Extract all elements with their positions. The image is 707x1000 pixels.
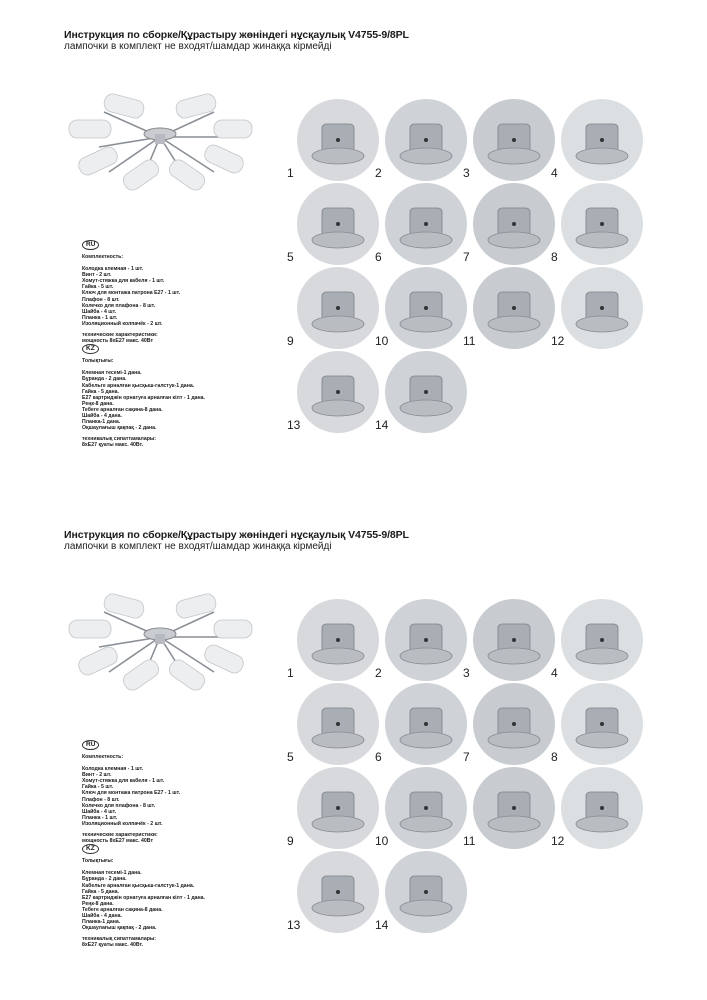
assembly-step-13 <box>287 350 380 434</box>
list-item: Тебеге арналған сақина-8 дана. <box>82 406 163 413</box>
ru-spec-heading: технические характеристики: <box>82 332 158 339</box>
step-photo <box>472 266 556 350</box>
list-item: Колечко для плафона - 8 шт. <box>82 802 156 809</box>
list-item: Кабельге арналған қысқыш-галстук-1 дана. <box>82 882 195 889</box>
step-number: 12 <box>551 334 565 348</box>
list-item: Изоляционный колпачёк - 2 шт. <box>82 820 163 827</box>
step-number: 8 <box>551 750 558 764</box>
step-photo <box>296 850 380 934</box>
list-item: Кабельге арналған қысқыш-галстук-1 дана. <box>82 382 195 389</box>
step-number: 14 <box>375 918 389 932</box>
assembly-step-14 <box>375 350 468 434</box>
step-photo <box>296 598 380 682</box>
step-photo <box>384 682 468 766</box>
chandelier-photo <box>64 92 256 202</box>
step-number: 8 <box>551 250 558 264</box>
list-item: Колечко для плафона - 8 шт. <box>82 302 156 309</box>
ru-spec-value: мощность 8хЕ27 макс. 40Вт <box>82 338 153 345</box>
step-photo <box>296 766 380 850</box>
list-item: Планка-1 дана. <box>82 419 121 426</box>
step-photo <box>472 598 556 682</box>
list-item: Бұранда - 2 дана. <box>82 376 127 383</box>
step-photo <box>560 98 644 182</box>
step-number: 1 <box>287 666 294 680</box>
ru-heading: Комплектность: <box>82 254 124 260</box>
step-number: 3 <box>463 166 470 180</box>
assembly-step-14 <box>375 850 468 934</box>
step-number: 6 <box>375 750 382 764</box>
list-item: Оқшаулағыш қақпақ - 2 дана. <box>82 925 157 932</box>
assembly-step-6 <box>375 682 468 766</box>
list-item: Шайба - 4 шт. <box>82 808 117 815</box>
kz-spec-heading: техникалық сипаттамалары: <box>82 936 157 943</box>
step-number: 2 <box>375 666 382 680</box>
assembly-step-5 <box>287 682 380 766</box>
step-number: 11 <box>463 334 476 348</box>
assembly-step-1 <box>287 98 380 182</box>
ru-badge: RU <box>82 740 99 750</box>
assembly-step-5 <box>287 182 380 266</box>
step-photo <box>384 98 468 182</box>
list-item: Гайка - 5 шт. <box>82 784 114 791</box>
list-item: Клемная тесемі-1 дана. <box>82 870 142 877</box>
list-item: Планка-1 дана. <box>82 919 121 926</box>
step-photo <box>472 682 556 766</box>
list-item: Хомут-стяжка для кабеля - 1 шт. <box>82 778 165 785</box>
step-photo <box>296 682 380 766</box>
list-item: Планка - 1 шт. <box>82 314 118 321</box>
assembly-step-1 <box>287 598 380 682</box>
step-photo <box>296 350 380 434</box>
step-number: 1 <box>287 166 294 180</box>
list-item: Колодка клемная - 1 шт. <box>82 766 144 773</box>
sheet-subtitle: лампочки в комплект не входят/шамдар жинаққа кірмейді <box>64 41 332 52</box>
assembly-step-12 <box>551 766 644 850</box>
assembly-step-10 <box>375 266 468 350</box>
assembly-step-6 <box>375 182 468 266</box>
step-photo <box>472 766 556 850</box>
step-number: 6 <box>375 250 382 264</box>
instruction-sheet-2 <box>0 500 707 1000</box>
step-number: 7 <box>463 250 470 264</box>
step-photo <box>384 350 468 434</box>
list-item: Оқшаулағыш қақпақ - 2 дана. <box>82 425 157 432</box>
ru-heading: Комплектность: <box>82 754 124 760</box>
list-item: Винт - 2 шт. <box>82 772 112 779</box>
kz-spec-heading: техникалық сипаттамалары: <box>82 436 157 443</box>
list-item: Клемная тесемі-1 дана. <box>82 370 142 377</box>
sheet-title: Инструкция по сборке/Құрастыру жөніндегі нұсқаулық V4755-9/8PL <box>64 29 409 41</box>
list-item: Бұранда - 2 дана. <box>82 876 127 883</box>
assembly-step-9 <box>287 266 380 350</box>
list-item: Изоляционный колпачёк - 2 шт. <box>82 320 163 327</box>
step-photo <box>384 266 468 350</box>
step-number: 13 <box>287 418 301 432</box>
list-item: Плафон - 8 шт. <box>82 796 120 803</box>
step-number: 5 <box>287 750 294 764</box>
ru-items <box>82 766 292 827</box>
list-item: Плафон - 8 шт. <box>82 296 120 303</box>
assembly-step-10 <box>375 766 468 850</box>
list-item: Реңк-8 дана. <box>82 900 114 907</box>
kz-spec-value: 8хЕ27 қуаты макс. 40Вт. <box>82 442 144 449</box>
step-photo <box>560 766 644 850</box>
step-photo <box>560 182 644 266</box>
step-photo <box>560 266 644 350</box>
list-item: Винт - 2 шт. <box>82 272 112 279</box>
list-item: Шайба - 4 дана. <box>82 412 122 419</box>
kz-items <box>82 870 292 931</box>
list-item: Гайка - 5 дана. <box>82 888 120 895</box>
kz-badge: KZ <box>82 344 99 354</box>
list-item: Ключ для монтажа патрона Е27 - 1 шт. <box>82 790 181 797</box>
step-number: 14 <box>375 418 389 432</box>
list-item: Гайка - 5 дана. <box>82 388 120 395</box>
step-photo <box>384 766 468 850</box>
step-number: 12 <box>551 834 565 848</box>
step-number: 9 <box>287 334 294 348</box>
sheet-subtitle: лампочки в комплект не входят/шамдар жинаққа кірмейді <box>64 541 332 552</box>
step-photo <box>296 266 380 350</box>
step-number: 10 <box>375 334 389 348</box>
step-photo <box>384 598 468 682</box>
ru-badge: RU <box>82 240 99 250</box>
step-number: 3 <box>463 666 470 680</box>
list-item: Реңк-8 дана. <box>82 400 114 407</box>
step-photo <box>296 98 380 182</box>
list-item: Планка - 1 шт. <box>82 814 118 821</box>
assembly-step-7 <box>463 682 556 766</box>
kz-badge: KZ <box>82 844 99 854</box>
list-item: Шайба - 4 дана. <box>82 912 122 919</box>
step-number: 9 <box>287 834 294 848</box>
assembly-step-13 <box>287 850 380 934</box>
assembly-step-4 <box>551 98 644 182</box>
step-number: 4 <box>551 666 558 680</box>
step-number: 11 <box>463 834 476 848</box>
assembly-step-8 <box>551 682 644 766</box>
list-item: Колодка клемная - 1 шт. <box>82 266 144 273</box>
assembly-step-2 <box>375 598 468 682</box>
specifications-block <box>82 240 292 448</box>
assembly-step-8 <box>551 182 644 266</box>
kz-spec-value: 8хЕ27 қуаты макс. 40Вт. <box>82 942 144 949</box>
assembly-step-2 <box>375 98 468 182</box>
step-number: 2 <box>375 166 382 180</box>
assembly-step-12 <box>551 266 644 350</box>
step-number: 5 <box>287 250 294 264</box>
step-number: 10 <box>375 834 389 848</box>
list-item: Гайка - 5 шт. <box>82 284 114 291</box>
step-number: 13 <box>287 918 301 932</box>
list-item: Хомут-стяжка для кабеля - 1 шт. <box>82 278 165 285</box>
step-photo <box>560 598 644 682</box>
step-number: 7 <box>463 750 470 764</box>
step-photo <box>560 682 644 766</box>
list-item: Е27 картриджін орнатуға арналған кілт - 1 дана. <box>82 894 205 901</box>
list-item: Ключ для монтажа патрона Е27 - 1 шт. <box>82 290 181 297</box>
step-photo <box>296 182 380 266</box>
list-item: Шайба - 4 шт. <box>82 308 117 315</box>
kz-heading: Толықтығы: <box>82 358 114 365</box>
specifications-block <box>82 740 292 948</box>
ru-spec-heading: технические характеристики: <box>82 832 158 839</box>
assembly-step-11 <box>463 266 556 350</box>
sheet-title: Инструкция по сборке/Құрастыру жөніндегі нұсқаулық V4755-9/8PL <box>64 529 409 541</box>
kz-heading: Толықтығы: <box>82 858 114 865</box>
ru-spec-value: мощность 8хЕ27 макс. 40Вт <box>82 838 153 845</box>
step-photo <box>384 182 468 266</box>
assembly-step-3 <box>463 98 556 182</box>
ru-items <box>82 266 292 327</box>
assembly-step-9 <box>287 766 380 850</box>
step-photo <box>472 98 556 182</box>
step-photo <box>384 850 468 934</box>
list-item: Тебеге арналған сақина-8 дана. <box>82 906 163 913</box>
assembly-step-3 <box>463 598 556 682</box>
chandelier-photo <box>64 592 256 702</box>
kz-items <box>82 370 292 431</box>
step-photo <box>472 182 556 266</box>
list-item: Е27 картриджін орнатуға арналған кілт - 1 дана. <box>82 394 205 401</box>
assembly-step-11 <box>463 766 556 850</box>
assembly-step-7 <box>463 182 556 266</box>
step-number: 4 <box>551 166 558 180</box>
assembly-step-4 <box>551 598 644 682</box>
